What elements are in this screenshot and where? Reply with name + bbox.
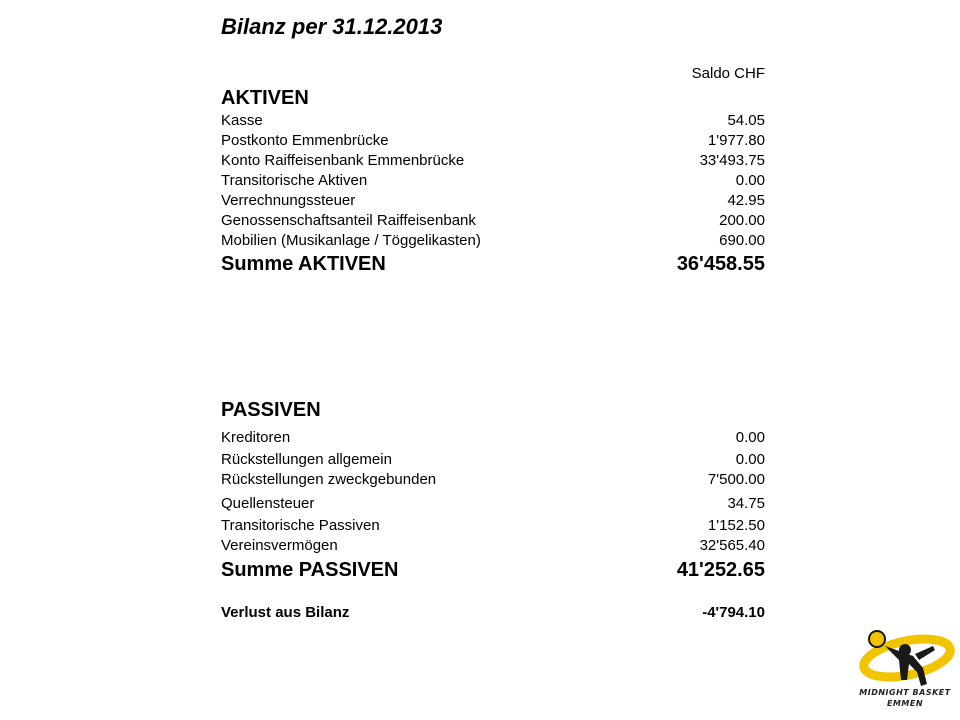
- row-label: Rückstellungen allgemein: [221, 451, 392, 468]
- row-value: 0.00: [735, 172, 765, 189]
- row-value: 34.75: [727, 495, 765, 512]
- row-label: Verrechnungssteuer: [221, 192, 356, 209]
- row-value: 0.00: [735, 429, 765, 446]
- total-label: Summe PASSIVEN: [221, 559, 399, 581]
- verlust-row: [221, 604, 765, 622]
- total-value: 36'458.55: [676, 253, 765, 275]
- row-label: Postkonto Emmenbrücke: [221, 132, 389, 149]
- row-value: 33'493.75: [699, 152, 765, 169]
- aktiven-row-raiffeisen-konto: [221, 152, 765, 170]
- page-title: Bilanz per 31.12.2013: [221, 14, 443, 39]
- row-label: Konto Raiffeisenbank Emmenbrücke: [221, 152, 465, 169]
- passiven-row-quellensteuer: [221, 495, 765, 513]
- total-label: Summe AKTIVEN: [221, 253, 386, 275]
- row-label: Vereinsvermögen: [221, 537, 338, 554]
- verlust-value: -4'794.10: [702, 604, 765, 621]
- logo-text-line1: MIDNIGHT BASKET: [859, 688, 951, 697]
- aktiven-total-row: [221, 252, 765, 276]
- row-label: Kasse: [221, 112, 263, 129]
- aktiven-row-kasse: [221, 112, 765, 130]
- aktiven-row-mobilien: [221, 232, 765, 250]
- row-value: 690.00: [719, 232, 765, 249]
- row-value: 1'977.80: [707, 132, 765, 149]
- aktiven-row-verrechnungssteuer: [221, 192, 765, 210]
- row-label: Quellensteuer: [221, 495, 315, 512]
- passiven-heading: PASSIVEN: [221, 399, 321, 421]
- row-value: 7'500.00: [707, 471, 765, 488]
- row-value: 54.05: [727, 112, 765, 129]
- passiven-row-rueckstellungen-zweckgebunden: [221, 471, 765, 489]
- passiven-row-vereinsvermoegen: [221, 537, 765, 555]
- aktiven-row-genossenschaftsanteil: [221, 212, 765, 230]
- row-value: 0.00: [735, 451, 765, 468]
- verlust-label: Verlust aus Bilanz: [221, 604, 350, 621]
- basketball-player-icon: [855, 628, 955, 690]
- row-value: 32'565.40: [699, 537, 765, 554]
- passiven-total-row: [221, 558, 765, 582]
- row-label: Rückstellungen zweckgebunden: [221, 471, 437, 488]
- row-value: 42.95: [727, 192, 765, 209]
- row-label: Transitorische Passiven: [221, 517, 380, 534]
- row-value: 200.00: [719, 212, 765, 229]
- midnight-basket-logo: [855, 628, 955, 718]
- row-label: Kreditoren: [221, 429, 291, 446]
- saldo-column-header: Saldo CHF: [691, 65, 765, 82]
- row-value: 1'152.50: [707, 517, 765, 534]
- row-label: Transitorische Aktiven: [221, 172, 368, 189]
- row-label: Genossenschaftsanteil Raiffeisenbank: [221, 212, 476, 229]
- passiven-row-transitorische-passiven: [221, 517, 765, 535]
- logo-text-line2: EMMEN: [886, 699, 924, 708]
- aktiven-row-postkonto: [221, 132, 765, 150]
- total-value: 41'252.65: [676, 559, 765, 581]
- row-label: Mobilien (Musikanlage / Töggelikasten): [221, 232, 481, 249]
- passiven-row-kreditoren: [221, 429, 765, 447]
- aktiven-row-transitorische-aktiven: [221, 172, 765, 190]
- passiven-row-rueckstellungen-allgemein: [221, 451, 765, 469]
- aktiven-heading: AKTIVEN: [221, 87, 309, 109]
